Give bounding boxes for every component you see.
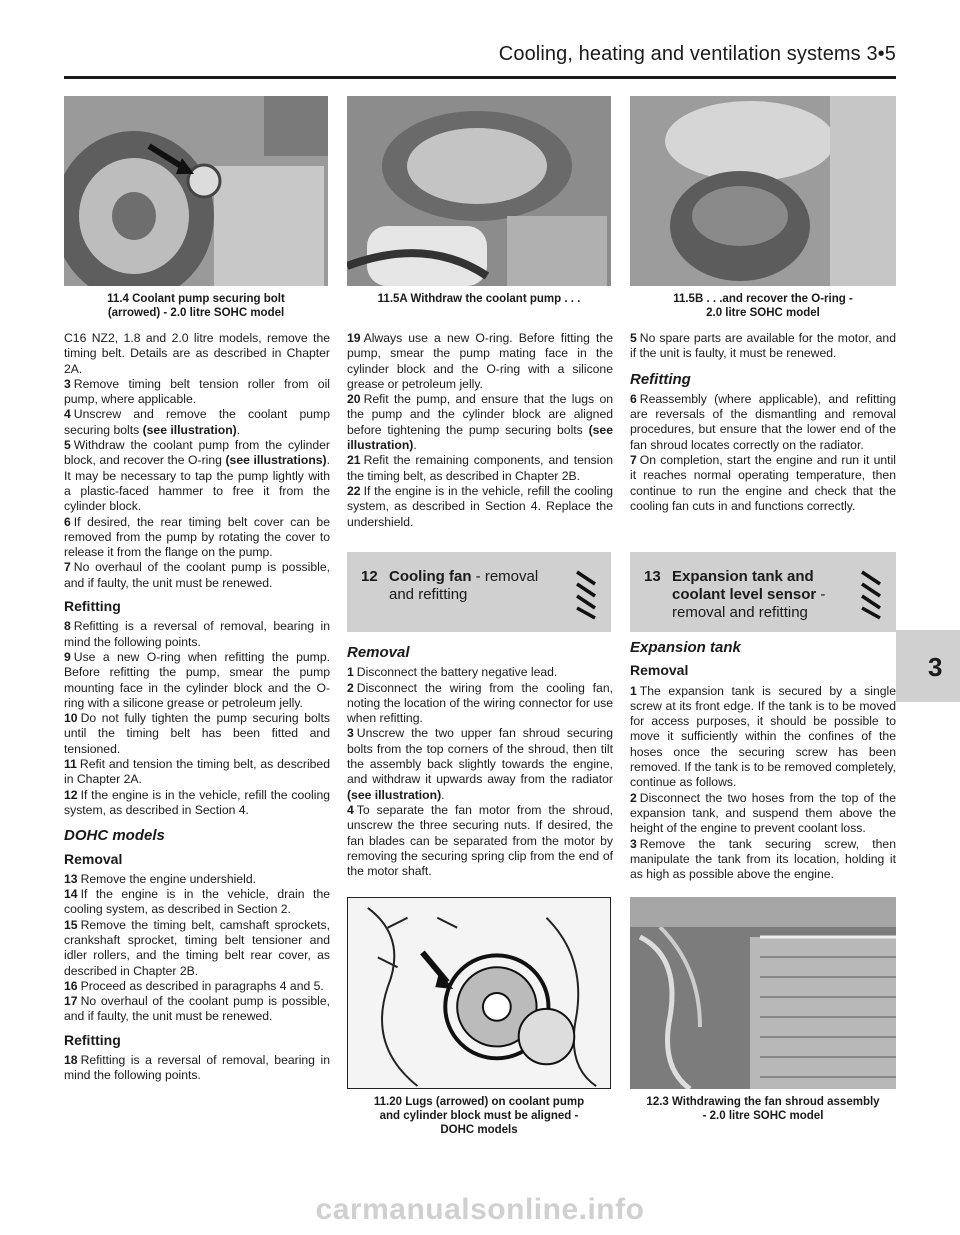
step-text: Remove the timing belt, camshaft sprockets, crankshaft sprocket, timing belt tensioner and idler rollers, and the timing belt rear cover, as described in Chapter 2B. bbox=[64, 917, 330, 978]
heading-removal: Removal bbox=[347, 644, 410, 661]
step-number: 6 bbox=[630, 391, 637, 406]
step-number: 3 bbox=[64, 376, 71, 391]
illustration-ref: (see illustration) bbox=[347, 422, 613, 453]
caption-11-4: 11.4 Coolant pump securing bolt (arrowed) - 2.0 litre SOHC model bbox=[107, 293, 285, 319]
step-text: If the engine is in the vehicle, refill the cooling system, as described in Section 4. Replace the undershield. bbox=[347, 483, 613, 529]
step-number: 22 bbox=[347, 483, 361, 498]
column-2-lower bbox=[347, 645, 613, 879]
photo-11-5a bbox=[347, 96, 611, 286]
step-text: Disconnect the two hoses from the top of the expansion tank, and suspend them above the height of the engine to prevent coolant loss. bbox=[630, 790, 896, 836]
section-title-bold: Expansion tank and coolant level sensor bbox=[672, 568, 817, 603]
step-text: Withdraw the coolant pump from the cylinder block, and recover the O-ring bbox=[64, 438, 330, 468]
step-number: 5 bbox=[64, 438, 71, 453]
caption-11-5b: 11.5B . . .and recover the O-ring - 2.0 litre SOHC model bbox=[673, 293, 853, 319]
chapter-tab-label: 3 bbox=[928, 652, 943, 682]
subheading-removal: Removal bbox=[630, 662, 689, 679]
caption-11-5a: 11.5A Withdraw the coolant pump . . . bbox=[377, 293, 581, 305]
step-text: Remove timing belt tension roller from oil pump, where applicable. bbox=[64, 376, 330, 407]
section-title bbox=[389, 568, 559, 604]
step-number: 14 bbox=[64, 887, 78, 902]
paragraph: C16 NZ2, 1.8 and 2.0 litre models, remove the timing belt. Details are as described in Chapter 2A. bbox=[64, 331, 330, 376]
column-2 bbox=[347, 331, 613, 530]
step-text: Refit the pump, and ensure that the lugs on the pump and the cylinder block are aligned before tightening the pump securing bolts bbox=[347, 392, 613, 437]
step-text: Refitting is a reversal of removal, bearing in mind the following points. bbox=[64, 1053, 330, 1083]
step-number: 7 bbox=[64, 560, 71, 575]
illustration-ref: (see illustrations) bbox=[225, 453, 327, 468]
step-number: 3 bbox=[347, 726, 354, 741]
step-text: Use a new O-ring when refitting the pump. Before refitting the pump, smear the pump mounting face in the cylinder block and the O-ring with a silicone grease or petroleum jelly. bbox=[64, 649, 330, 710]
step-number: 9 bbox=[64, 649, 71, 664]
step-number: 4 bbox=[347, 802, 354, 817]
step-number: 11 bbox=[64, 757, 77, 772]
section-number: 13 bbox=[644, 568, 661, 585]
section-12-header bbox=[347, 552, 611, 632]
step-number: 1 bbox=[347, 665, 354, 680]
chapter-tab bbox=[896, 630, 960, 702]
column-3 bbox=[630, 331, 896, 514]
step-number: 10 bbox=[64, 711, 78, 726]
step-text: . bbox=[413, 438, 417, 453]
photo-12-3 bbox=[630, 897, 896, 1089]
photo-11-20 bbox=[347, 897, 611, 1089]
step-number: 4 bbox=[64, 407, 71, 422]
step-text: To separate the fan motor from the shroud, unscrew the three securing nuts. If desired, the fan blades can be separated from the motor by removing the securing spring clip from the end of the motor shaft. bbox=[347, 802, 613, 879]
difficulty-wrench-icon bbox=[858, 566, 884, 620]
step-text: Always use a new O-ring. Before fitting the pump, smear the pump mating face in the cylinder block and the O-ring with a silicone grease or petroleum jelly. bbox=[347, 331, 613, 391]
step-text: Refitting is a reversal of removal, bearing in mind the following points. bbox=[64, 619, 330, 649]
caption-12-3: 12.3 Withdrawing the fan shroud assembly - 2.0 litre SOHC model bbox=[646, 1096, 880, 1122]
step-text: If desired, the rear timing belt cover can be removed from the pump by rotating the cover to release it from the flange on the pump. bbox=[64, 514, 330, 560]
step-text: Disconnect the battery negative lead. bbox=[356, 665, 558, 680]
step-number: 1 bbox=[630, 683, 637, 698]
step-text: Disconnect the wiring from the cooling fan, noting the location of the wiring connector for use when refitting. bbox=[347, 680, 613, 726]
heading-refitting: Refitting bbox=[630, 370, 691, 388]
step-text: . bbox=[236, 422, 241, 437]
illustration-ref: (see illustration) bbox=[347, 787, 442, 802]
step-text: On completion, start the engine and run it until it reaches normal operating temperature, then continue to run the engine and check that the cooling fan cuts in and functions correctly. bbox=[630, 453, 896, 513]
watermark-footer: carmanualsonline.info bbox=[315, 1193, 645, 1226]
step-text: Unscrew the two upper fan shroud securing bolts from the top corners of the shroud, then tilt the assembly back slightly towards the engine, and withdraw it upwards away from the radiator bbox=[347, 726, 613, 787]
step-text: No spare parts are available for the motor, and if the unit is faulty, it must be renewed. bbox=[630, 331, 896, 361]
step-text: No overhaul of the coolant pump is possible, and if faulty, the unit must be renewed. bbox=[64, 994, 330, 1024]
section-title-bold: Cooling fan bbox=[389, 568, 472, 585]
step-number: 13 bbox=[64, 871, 78, 886]
subheading-removal: Removal bbox=[64, 850, 123, 867]
step-number: 15 bbox=[64, 917, 78, 932]
step-number: 7 bbox=[630, 453, 637, 468]
step-text: Reassembly (where applicable), and refitting are reversals of the dismantling and removal procedures, but ensure that the lower end of the fan shroud locates correctly on the radiator. bbox=[630, 391, 896, 452]
step-number: 3 bbox=[630, 836, 637, 851]
running-title: Cooling, heating and ventilation systems 3•5 bbox=[498, 43, 896, 65]
step-number: 5 bbox=[630, 331, 637, 345]
step-text: No overhaul of the coolant pump is possible, and if faulty, the unit must be renewed. bbox=[64, 560, 330, 590]
step-number: 6 bbox=[64, 514, 71, 529]
difficulty-wrench-icon bbox=[573, 566, 599, 620]
step-number: 2 bbox=[630, 790, 637, 805]
step-text: Refit and tension the timing belt, as described in Chapter 2A. bbox=[64, 757, 330, 787]
step-number: 20 bbox=[347, 392, 361, 407]
photo-11-4 bbox=[64, 96, 328, 286]
step-text: . It may be necessary to tap the pump lightly with a plastic-faced hammer to free it from the cylinder block. bbox=[64, 453, 330, 514]
step-number: 21 bbox=[347, 453, 361, 468]
illustration-ref: (see illustration) bbox=[142, 422, 237, 437]
step-number: 19 bbox=[347, 331, 361, 345]
step-number: 12 bbox=[64, 787, 78, 802]
section-title-rest: - removal and refitting bbox=[672, 586, 826, 621]
step-text: If the engine is in the vehicle, refill the cooling system, as described in Section 4. bbox=[64, 787, 330, 817]
section-13-header bbox=[630, 552, 896, 632]
step-text: Proceed as described in paragraphs 4 and 5. bbox=[80, 978, 324, 993]
step-number: 18 bbox=[64, 1053, 78, 1068]
step-text: Remove the engine undershield. bbox=[80, 871, 257, 886]
heading-expansion-tank: Expansion tank bbox=[630, 639, 741, 656]
section-title bbox=[672, 568, 852, 622]
subheading-refitting: Refitting bbox=[64, 598, 121, 615]
step-text: . bbox=[441, 787, 445, 802]
step-number: 2 bbox=[347, 680, 354, 695]
column-1 bbox=[64, 331, 330, 1084]
subheading-refitting: Refitting bbox=[64, 1031, 121, 1048]
step-text: Unscrew and remove the coolant pump securing bolts bbox=[64, 407, 330, 437]
header-rule bbox=[64, 76, 896, 79]
photo-11-5b bbox=[630, 96, 896, 286]
section-title-rest: - removal and refitting bbox=[389, 568, 539, 603]
step-text: If the engine is in the vehicle, drain the cooling system, as described in Section 2. bbox=[64, 887, 330, 917]
step-text: The expansion tank is secured by a single screw at its front edge. If the tank is to be moved for access purposes, it should be possible to move it sufficiently within the confines of the hoses once the securing screw has been removed. If the tank is to be removed completely, continue as follows. bbox=[630, 683, 896, 790]
step-text: Refit the remaining components, and tension the timing belt, as described in Chapter 2B. bbox=[347, 453, 613, 483]
heading-dohc-models: DOHC models bbox=[64, 827, 165, 845]
caption-11-20: 11.20 Lugs (arrowed) on coolant pump and cylinder block must be aligned - DOHC models bbox=[373, 1096, 585, 1136]
column-3-lower bbox=[630, 640, 896, 882]
step-text: Do not fully tighten the pump securing bolts until the timing belt has been fitted and tensioned. bbox=[64, 711, 330, 756]
step-number: 17 bbox=[64, 994, 78, 1009]
step-number: 8 bbox=[64, 619, 71, 634]
section-number: 12 bbox=[361, 568, 378, 585]
step-number: 16 bbox=[64, 978, 78, 993]
step-text: Remove the tank securing screw, then manipulate the tank from its location, holding it as high as possible above the engine. bbox=[630, 836, 896, 882]
